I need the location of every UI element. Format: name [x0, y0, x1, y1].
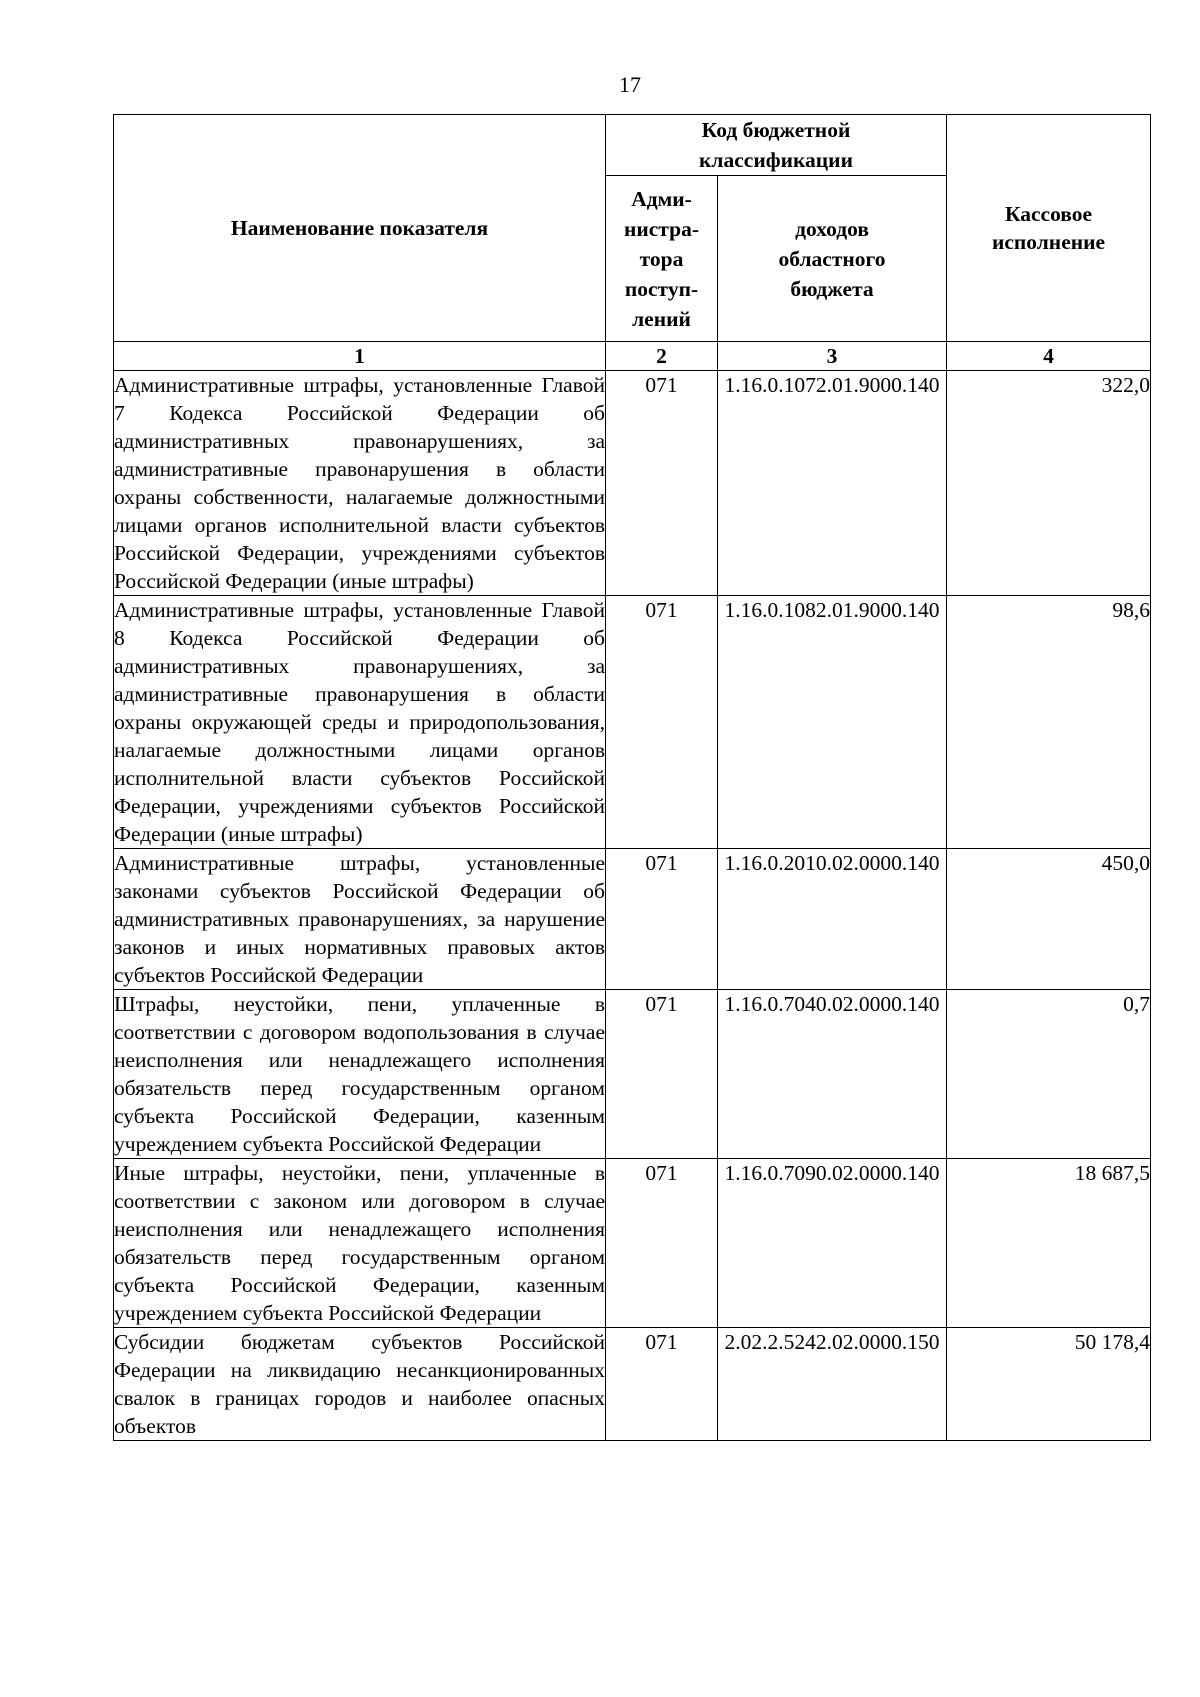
- column-number: 3: [718, 342, 947, 371]
- indicator-name: Административные штрафы, установленные Главой 7 Кодекса Российской Федерации об административных правонарушениях, за административные правонарушения в области охраны собственности, налагаемые должностными лицами органов исполнительной власти субъектов Российской Федерации, учреждениями субъектов Российской Федерации (иные штрафы): [114, 371, 606, 596]
- table-row: [114, 1328, 1151, 1441]
- column-number: 2: [606, 342, 718, 371]
- execution-amount: 18 687,5: [947, 1159, 1151, 1328]
- header-admin: Адми-нистра-тора поступ-лений: [606, 176, 718, 342]
- indicator-name: Субсидии бюджетам субъектов Российской Федерации на ликвидацию несанкционированных свалок в границах городов и наиболее опасных объектов: [114, 1328, 606, 1441]
- admin-code: 071: [606, 990, 718, 1159]
- income-code: 1.16.0.1082.01.9000.140: [718, 596, 947, 849]
- execution-amount: 50 178,4: [947, 1328, 1151, 1441]
- table-row: [114, 371, 1151, 596]
- header-execution: Кассовое исполнение: [947, 115, 1151, 342]
- header-income: доходов областного бюджета: [718, 176, 947, 342]
- execution-amount: 0,7: [947, 990, 1151, 1159]
- page-number: 17: [619, 72, 641, 97]
- income-code: 1.16.0.2010.02.0000.140: [718, 849, 947, 990]
- execution-amount: 322,0: [947, 371, 1151, 596]
- admin-code: 071: [606, 596, 718, 849]
- column-number: 1: [114, 342, 606, 371]
- admin-code: 071: [606, 1328, 718, 1441]
- column-number-row: [114, 342, 1151, 371]
- income-code: 2.02.2.5242.02.0000.150: [718, 1328, 947, 1441]
- header-row-top: [114, 115, 1151, 176]
- table-row: [114, 1159, 1151, 1328]
- header-name: Наименование показателя: [114, 115, 606, 342]
- table-row: [114, 849, 1151, 990]
- indicator-name: Административные штрафы, установленные законами субъектов Российской Федерации об административных правонарушениях, за нарушение законов и иных нормативных правовых актов субъектов Российской Федерации: [114, 849, 606, 990]
- admin-code: 071: [606, 1159, 718, 1328]
- income-code: 1.16.0.1072.01.9000.140: [718, 371, 947, 596]
- table-row: [114, 990, 1151, 1159]
- column-number: 4: [947, 342, 1151, 371]
- execution-amount: 98,6: [947, 596, 1151, 849]
- indicator-name: Административные штрафы, установленные Главой 8 Кодекса Российской Федерации об административных правонарушениях, за административные правонарушения в области охраны окружающей среды и природопользования, налагаемые должностными лицами органов исполнительной власти субъектов Российской Федерации, учреждениями субъектов Российской Федерации (иные штрафы): [114, 596, 606, 849]
- income-code: 1.16.0.7090.02.0000.140: [718, 1159, 947, 1328]
- execution-amount: 450,0: [947, 849, 1151, 990]
- income-code: 1.16.0.7040.02.0000.140: [718, 990, 947, 1159]
- header-code-group: Код бюджетной классификации: [606, 115, 947, 176]
- indicator-name: Штрафы, неустойки, пени, уплаченные в соответствии с договором водопользования в случае неисполнения или ненадлежащего исполнения обязательств перед государственным органом субъекта Российской Федерации, казенным учреждением субъекта Российской Федерации: [114, 990, 606, 1159]
- admin-code: 071: [606, 849, 718, 990]
- indicator-name: Иные штрафы, неустойки, пени, уплаченные в соответствии с законом или договором в случае неисполнения или ненадлежащего исполнения обязательств перед государственным органом субъекта Российской Федерации, казенным учреждением субъекта Российской Федерации: [114, 1159, 606, 1328]
- budget-table: [113, 114, 1151, 1441]
- admin-code: 071: [606, 371, 718, 596]
- table-row: [114, 596, 1151, 849]
